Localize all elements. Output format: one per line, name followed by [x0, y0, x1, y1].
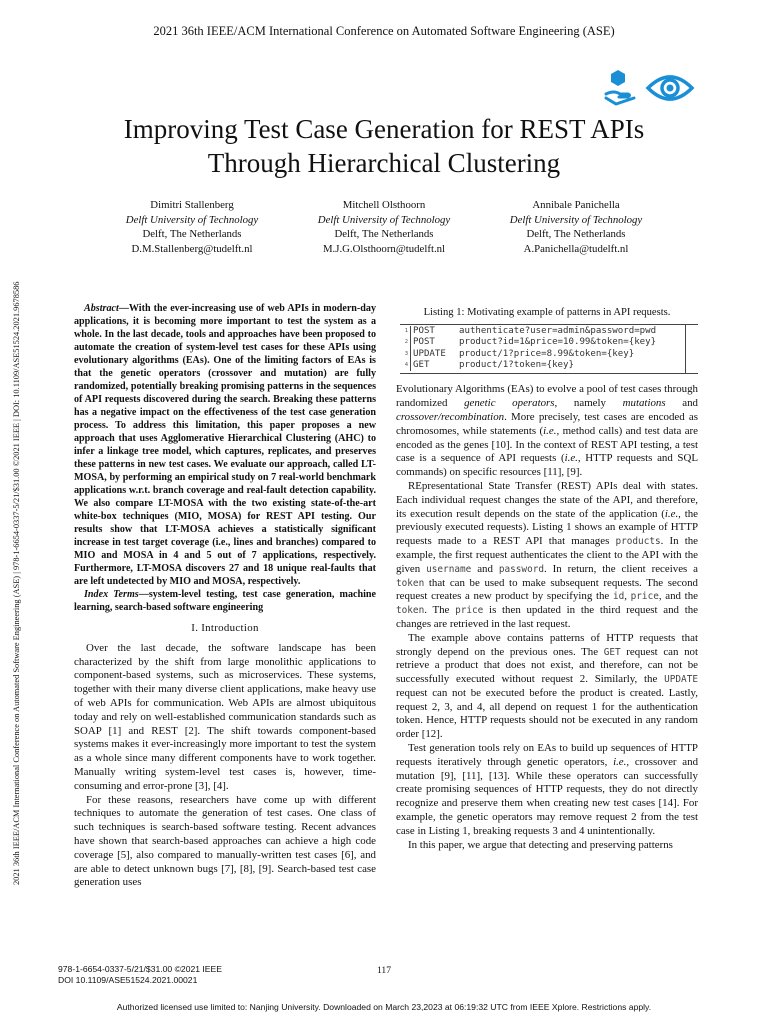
http-verb: GET	[410, 360, 459, 371]
text-run: and	[665, 397, 698, 410]
index-terms-text: —system-level testing, test case generation, machine learning, search-based software engineering	[74, 589, 376, 613]
text-run: request can not be executed before the product is created. Lastly, request 2, 3, and 4, all depend on request 1 for the authentication token. Hence, HTTP requests should not be executed in any random order [12].	[396, 686, 698, 741]
title-line-1: Improving Test Case Generation for REST APIs	[123, 114, 645, 144]
page-number: 117	[376, 965, 392, 976]
text-run: crossover/recombination	[396, 410, 505, 423]
author-name: Mitchell Olsthoorn	[342, 199, 426, 211]
text-run: method calls) and test data are encoded as the genes [10]. In the context of REST API testing, a test case is a sequence of API requests (	[396, 424, 698, 465]
body-paragraph-1	[396, 383, 698, 480]
code-term: products	[615, 536, 661, 548]
text-run: REpresentational State Transfer (REST) APIs deal with states. Each individual request changes the state of the API, and therefore, its execution result depends on the state of the application (	[396, 479, 698, 520]
author-block	[92, 198, 676, 260]
body-paragraph-2	[396, 480, 698, 632]
line-number: 1	[404, 327, 408, 334]
eye-icon	[648, 77, 692, 99]
code-term: UPDATE	[664, 674, 698, 686]
http-verb: POST	[410, 326, 459, 337]
listing-row	[400, 360, 698, 371]
conference-header: 2021 36th IEEE/ACM International Conference on Automated Software Engineering (ASE)	[153, 24, 615, 38]
listing-row	[400, 326, 698, 337]
request-path: product/1?token={key}	[459, 359, 574, 370]
text-run: that can be used to make subsequent requests. The second request creates a new product by specifying the	[396, 576, 698, 603]
body-paragraph-5: In this paper, we argue that detecting and preserving patterns	[408, 838, 673, 851]
text-run: i.e.,	[543, 424, 560, 437]
text-run: the previously executed requests). Listing 1 shows an example of HTTP requests made to a REST API that manages	[396, 507, 698, 548]
author-name: Annibale Panichella	[532, 199, 620, 211]
line-number: 4	[404, 361, 408, 368]
right-column	[396, 302, 698, 852]
author-email[interactable]: M.J.G.Olsthoorn@tudelft.nl	[322, 242, 446, 255]
request-path: product?id=1&price=10.99&token={key}	[459, 337, 657, 348]
text-run: crossover and mutation [9], [11], [13]. While these operators can successfully create promising sequences of HTTP requests, they do not directly recognize and preserve them when creating new test cases [14]. For example, the genetic operators may remove request 2 from the test case in Listing 1, breaking requests 3 and 4 unintentionally.	[396, 755, 699, 837]
doi-sidebar: 2021 36th IEEE/ACM International Conference on Automated Software Engineering (ASE) | 978-1-6654-0337-5/21/$31.00 ©2021 IEEE | DOI: 10.1109/ASE51524.2021.9678586	[12, 281, 21, 885]
author-name: Dimitri Stallenberg	[150, 199, 234, 211]
code-term: token	[396, 605, 425, 617]
text-run: genetic operators	[464, 397, 555, 410]
listing-row	[400, 349, 698, 360]
index-terms-label: Index Terms	[84, 589, 139, 600]
text-run: is then updated in the third request and the changes are retrieved in the last request.	[396, 604, 698, 630]
author-1	[92, 198, 292, 256]
footer-isbn: 978-1-6654-0337-5/21/$31.00 ©2021 IEEE	[58, 964, 223, 974]
author-location: Delft, The Netherlands	[526, 228, 626, 240]
text-run: HTTP requests and SQL commands) on specific resources [11], [9].	[396, 452, 699, 479]
author-location: Delft, The Netherlands	[334, 228, 434, 240]
author-affiliation: Delft University of Technology	[125, 213, 259, 226]
author-affiliation: Delft University of Technology	[509, 213, 643, 226]
request-path: product/1?price=8.99&token={key}	[459, 348, 635, 359]
author-3	[476, 198, 676, 256]
author-location: Delft, The Netherlands	[142, 228, 242, 240]
title-line-2: Through Hierarchical Clustering	[207, 148, 561, 178]
text-run: request can not retrieve a product that does not exist, and therefore, can not be successfully executed without request 2. Similarly, the	[396, 645, 698, 686]
listing-row	[400, 337, 698, 348]
index-terms	[74, 588, 376, 614]
license-notice: Authorized licensed use limited to: Nanjing University. Downloaded on March 23,2023 at 06:19:32 UTC from IEEE Xplore. Restrictions apply.	[116, 1002, 652, 1012]
abstract-text: —With the ever-increasing use of web APIs in modern-day applications, it is becoming more important to test the system as a whole. In the last decade, tools and approaches have been proposed to automate the creation of system-level test cases for these APIs using evolutionary algorithms (EAs). One of the limiting factors of EAs is that the genetic operators (crossover and mutation) are fully randomized, potentially breaking promising patterns in the sequences of API requests discovered during the search. Breaking these patterns has a negative impact on the effectiveness of the test case generation process. To address this limitation, this paper proposes a new approach that uses Agglomerative Hierarchical Clustering (AHC) to infer a linkage tree model, which captures, replicates, and preserves these patterns in new test cases. We evaluate our approach, called LT-MOSA, by performing an empirical study on 7 real-world benchmark applications w.r.t. branch coverage and real-fault detection capability. We also compare LT-MOSA with the two existing state-of-the-art white-box techniques (MIO, MOSA) for REST API testing. Our results show that LT-MOSA achieves a statistically significant increase in test target coverage (i.e., lines and branches) compared to MIO and MOSA in 4 and 5 out of 7 applications, respectively. Furthermore, LT-MOSA discovers 27 and 18 unique real-faults that are left undetected by MIO and MOSA, respectively.	[74, 303, 376, 587]
text-run: i.e.,	[613, 755, 630, 768]
artifact-badges	[604, 68, 708, 108]
author-email[interactable]: A.Panichella@tudelft.nl	[523, 242, 629, 255]
code-term: id	[612, 591, 625, 603]
code-term: price	[455, 605, 484, 617]
text-run: The example above contains patterns of HTTP requests that strongly depend on the previous ones. The	[396, 631, 698, 658]
code-listing	[400, 324, 698, 375]
text-run: , and the	[658, 590, 698, 603]
abstract	[74, 302, 376, 588]
text-run: i.e.,	[564, 452, 581, 465]
footer-doi: DOI 10.1109/ASE51524.2021.00021	[58, 975, 198, 985]
body-paragraph-3	[396, 632, 698, 742]
text-run: . More precisely, test cases are encoded as chromosomes, while statements (	[396, 410, 698, 437]
request-path: authenticate?user=admin&password=pwd	[459, 325, 657, 336]
text-run: Test generation tools rely on EAs to build up sequences of HTTP requests iteratively through genetic operators,	[396, 742, 698, 768]
text-run: . The	[424, 604, 456, 617]
left-column	[74, 302, 376, 890]
code-term: GET	[603, 646, 621, 658]
text-run: ,	[624, 590, 631, 603]
line-number: 2	[404, 339, 408, 346]
section-heading: I. Introduction	[191, 622, 259, 634]
abstract-label: Abstract	[84, 303, 119, 314]
text-run: mutations	[622, 397, 666, 410]
paper-title	[60, 112, 708, 180]
text-run: Evolutionary Algorithms (EAs) to evolve a pool of test cases through randomized	[396, 383, 698, 410]
line-number: 3	[404, 350, 408, 357]
listing-border	[685, 325, 686, 374]
footer-copyright	[58, 964, 222, 986]
author-2	[284, 198, 484, 256]
code-term: password	[498, 563, 544, 575]
http-verb: POST	[410, 337, 459, 348]
listing-caption: Listing 1: Motivating example of patterns in API requests.	[423, 307, 671, 318]
reusable-badge-icon	[606, 70, 634, 104]
code-term: token	[396, 577, 425, 589]
text-run: i.e.,	[664, 507, 681, 520]
text-run: and	[471, 562, 499, 575]
text-run: , namely	[554, 397, 623, 410]
author-affiliation: Delft University of Technology	[317, 213, 451, 226]
text-run: . In the example, the first request authenticates the client to the API with the given	[396, 535, 698, 575]
intro-paragraph-1: Over the last decade, the software landscape has been characterized by the shift from large monolithic applications to component-based systems, such as microservices. These systems, together with their many diverse client applications, make heavy use of web APIs for communication. Web APIs are almost ubiquitous today and rely on well-established communication standards such as SOAP [1] and REST [2]. The shift towards component-based systems makes it ever-increasingly more important to test the system as a whole since many different components have to work together. Manually writing system-level test cases is, however, time-consuming and error-prone [3], [4].	[74, 641, 376, 792]
body-paragraph-4	[396, 742, 698, 839]
code-term: username	[426, 563, 472, 575]
text-run: . In return, the client receives a	[544, 562, 699, 575]
author-email[interactable]: D.M.Stallenberg@tudelft.nl	[131, 242, 253, 255]
http-verb: UPDATE	[410, 349, 459, 360]
intro-paragraph-2: For these reasons, researchers have come up with different techniques to automate the generation of test cases. One class of such techniques is search-based software testing. Recent advances have shown that search-based approaches can achieve a high code coverage [5], also compared to manually-written test cases [6], and are able to detect unknown bugs [7], [8], [9]. Search-based test case generation uses	[74, 793, 376, 889]
code-term: price	[630, 591, 659, 603]
